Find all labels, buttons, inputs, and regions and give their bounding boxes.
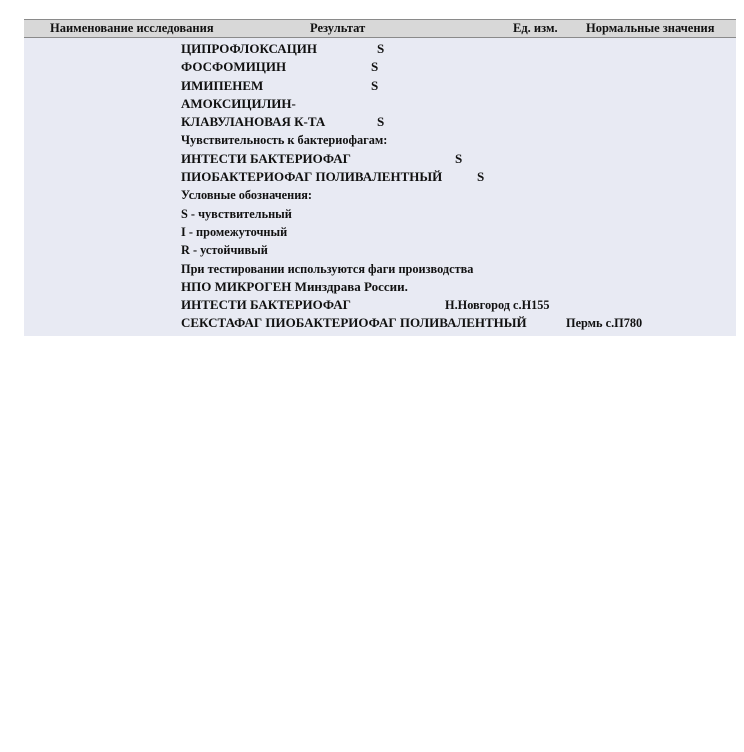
phage-name: ПИОБАКТЕРИОФАГ ПОЛИВАЛЕНТНЫЙ [181, 169, 443, 185]
note-line: При тестировании используются фаги производства [181, 261, 474, 276]
table-header [24, 19, 736, 38]
producer-phage-name: СЕКСТАФАГ ПИОБАКТЕРИОФАГ ПОЛИВАЛЕНТНЫЙ [181, 315, 527, 331]
antibiotic-name: ФОСФОМИЦИН [181, 59, 287, 75]
note-line: НПО МИКРОГЕН Минздрава России. [181, 278, 408, 294]
column-header-normal-values: Нормальные значения [586, 21, 715, 35]
legend-heading: Условные обозначения: [181, 188, 313, 203]
producer-phage-name: ИНТЕСТИ БАКТЕРИОФАГ [181, 297, 351, 313]
legend-item: R - устойчивый [181, 243, 268, 258]
result-block [24, 38, 736, 336]
legend-item: I - промежуточный [181, 224, 288, 239]
antibiotic-value: S [371, 77, 379, 93]
antibiotic-name: ЦИПРОФЛОКСАЦИН [181, 41, 318, 56]
antibiotic-row [181, 113, 736, 131]
antibiotic-row [181, 77, 736, 95]
producer-row [181, 296, 736, 314]
antibiotic-name: ИМИПЕНЕМ [181, 77, 264, 93]
antibiotic-row [181, 58, 736, 76]
producer-origin: Пермь с.П780 [566, 316, 643, 331]
antibiotic-name: АМОКСИЦИЛИН- [181, 95, 296, 111]
phage-value: S [455, 150, 463, 166]
antibiotic-name: КЛАВУЛАНОВАЯ К-ТА [181, 114, 326, 130]
column-header-result: Результат [310, 21, 366, 35]
phage-row [181, 150, 736, 168]
antibiotic-value: S [377, 114, 385, 130]
antibiotic-value: S [371, 59, 379, 75]
antibiotic-value: S [377, 41, 385, 56]
lab-report-table [24, 19, 736, 336]
producer-row [181, 314, 736, 332]
phage-value: S [477, 169, 485, 185]
legend-item: S - чувствительный [181, 206, 292, 221]
column-header-units: Ед. изм. [513, 21, 558, 35]
phage-row [181, 168, 736, 186]
column-header-test-name: Наименование исследования [50, 21, 214, 35]
phage-heading: Чувствительность к бактериофагам: [181, 133, 388, 148]
antibiotic-row [181, 95, 736, 113]
phage-name: ИНТЕСТИ БАКТЕРИОФАГ [181, 150, 351, 166]
antibiotic-row [181, 40, 736, 58]
producer-origin: Н.Новгород с.Н155 [445, 298, 550, 313]
